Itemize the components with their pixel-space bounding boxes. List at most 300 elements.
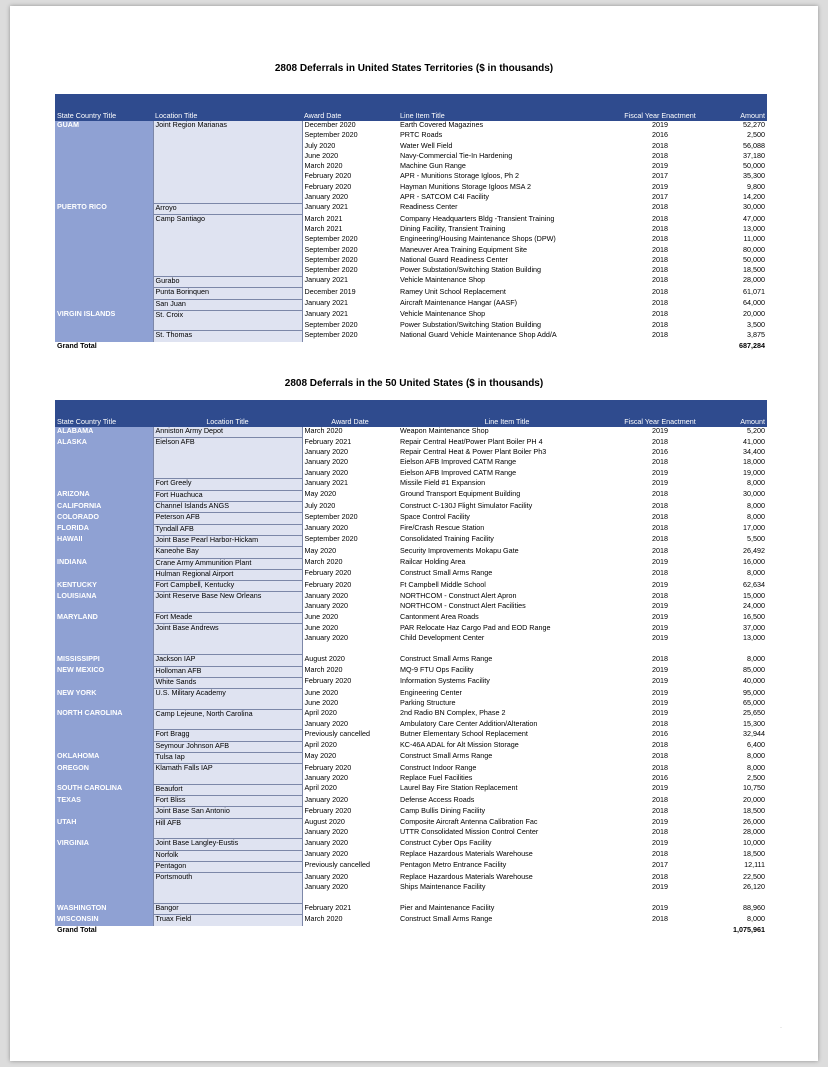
fiscal-year-cell: 2018 [652, 535, 668, 544]
line-item-cell: APR - SATCOM C4I Facility [400, 193, 489, 202]
table-row [55, 796, 767, 807]
fiscal-year-cell: 2017 [652, 861, 668, 870]
state-cell: LOUISIANA [55, 592, 153, 613]
table-row [55, 203, 767, 214]
line-item-cell: UTTR Consolidated Mission Control Center [400, 828, 539, 837]
table-row [55, 547, 767, 558]
award-date-cell: January 2020 [304, 838, 349, 847]
award-date-cell: January 2021 [304, 276, 349, 285]
table-row [55, 666, 767, 677]
line-item-cell: Butner Elementary School Replacement [400, 729, 528, 738]
location-cell: Tulsa Iap [153, 752, 302, 763]
line-item-cell: Power Substation/Switching Station Building [400, 266, 542, 275]
state-cell: COLORADO [55, 513, 153, 524]
table-row [55, 861, 767, 872]
award-date-cell: September 2020 [304, 535, 358, 544]
location-cell: Norfolk [153, 850, 302, 861]
fiscal-year-cell: 2018 [652, 151, 668, 160]
line-item-cell: Engineering/Housing Maintenance Shops (DPW) [400, 235, 556, 244]
fiscal-year-cell: 2019 [652, 903, 668, 912]
fiscal-year-cell: 2019 [652, 623, 668, 632]
award-date-cell: December 2019 [304, 287, 356, 296]
line-item-cell: Camp Bullis Dining Facility [400, 806, 486, 815]
fiscal-year-cell: 2018 [652, 524, 668, 533]
line-item-cell: Construct Cyber Ops Facility [400, 838, 492, 847]
award-date-cell: June 2020 [304, 698, 339, 707]
award-date-cell: January 2020 [304, 774, 349, 782]
location-cell: Tyndall AFB [153, 524, 302, 535]
fiscal-year-cell: 2018 [652, 330, 668, 339]
table-row [55, 592, 767, 602]
award-date-cell: January 2021 [304, 478, 349, 487]
award-date-cell: February 2020 [304, 580, 352, 589]
table-row [55, 513, 767, 524]
award-date-cell: Previously cancelled [304, 729, 371, 738]
line-item-cell: Power Substation/Switching Station Building [400, 320, 542, 329]
award-date-cell: January 2020 [304, 795, 349, 804]
location-cell: Fort Greely [153, 479, 302, 490]
line-item-cell: Machine Gun Range [400, 162, 466, 171]
award-date-cell: December 2020 [304, 121, 356, 129]
award-date-cell: September 2020 [304, 255, 358, 264]
amount-cell: 12,111 [744, 861, 765, 870]
table-row [55, 764, 767, 774]
table-row [55, 677, 767, 688]
table-row [55, 807, 767, 818]
line-item-cell: NORTHCOM - Construct Alert Facilities [400, 602, 526, 611]
amount-cell: 25,650 [743, 709, 765, 718]
state-cell: SOUTH CAROLINA [55, 784, 153, 795]
location-cell: Crane Army Ammunition Plant [153, 558, 302, 569]
line-item-cell: Replace Hazardous Materials Warehouse [400, 850, 533, 859]
location-cell: Fort Bliss [153, 796, 302, 807]
award-date-cell: January 2020 [304, 882, 349, 891]
state-cell: WISCONSIN [55, 915, 153, 926]
award-date-cell: September 2020 [304, 266, 358, 275]
header-state: State Country Title [55, 400, 153, 427]
line-item-cell: Construct Small Arms Range [400, 569, 493, 578]
fiscal-year-cell: 2017 [652, 172, 668, 181]
line-item-cell: PRTC Roads [400, 131, 443, 140]
amount-cell: 8,000 [747, 914, 765, 923]
line-item-cell: Construct C-130J Flight Simulator Facility [400, 501, 533, 510]
line-item-cell: Missile Field #1 Expansion [400, 478, 486, 487]
amount-cell: 34,400 [743, 448, 765, 457]
amount-cell: 18,500 [743, 806, 765, 815]
amount-cell: 11,000 [743, 235, 765, 244]
line-item-cell: Laurel Bay Fire Station Replacement [400, 784, 518, 793]
award-date-cell: February 2021 [304, 903, 352, 912]
location-cell: Peterson AFB [153, 513, 302, 524]
location-cell: U.S. Military Academy [153, 689, 302, 710]
award-date-cell: March 2020 [304, 914, 343, 923]
amount-cell: 16,000 [743, 558, 765, 567]
fiscal-year-cell: 2019 [652, 698, 668, 707]
fiscal-year-cell: 2019 [652, 427, 668, 435]
state-cell: OKLAHOMA [55, 752, 153, 763]
amount-cell: 18,500 [743, 850, 765, 859]
location-cell: Arroyo [153, 203, 302, 214]
state-cell: VIRGIN ISLANDS [55, 310, 153, 341]
amount-cell: 37,000 [743, 623, 765, 632]
award-date-cell: January 2020 [304, 448, 349, 457]
fiscal-year-cell: 2019 [652, 468, 668, 477]
fiscal-year-cell: 2018 [652, 203, 668, 212]
line-item-cell: Earth Covered Magazines [400, 121, 484, 129]
location-cell: Hulman Regional Airport [153, 569, 302, 580]
line-item-cell: Security Improvements Mokapu Gate [400, 546, 519, 555]
location-cell: Fort Bragg [153, 730, 302, 741]
line-item-cell: MQ-9 FTU Ops Facility [400, 666, 474, 675]
amount-cell: 88,960 [743, 903, 765, 912]
line-item-cell: Fire/Crash Rescue Station [400, 524, 485, 533]
line-item-cell: Parking Structure [400, 698, 456, 707]
table-row [55, 613, 767, 624]
fiscal-year-cell: 2018 [652, 763, 668, 772]
location-cell: Bangor [153, 904, 302, 915]
line-item-cell: Navy-Commercial Tie-In Hardening [400, 151, 513, 160]
grand-total-row [55, 342, 767, 352]
fiscal-year-cell: 2018 [652, 850, 668, 859]
fiscal-year-cell: 2017 [652, 193, 668, 202]
line-item-cell: Eielson AFB Improved CATM Range [400, 468, 517, 477]
header-award-date: Award Date [302, 94, 398, 121]
states-table [55, 400, 767, 936]
amount-cell: 62,634 [743, 580, 765, 589]
amount-cell: 95,000 [743, 688, 765, 697]
territories-header-row [55, 94, 767, 121]
fiscal-year-cell: 2018 [652, 214, 668, 223]
amount-cell: 15,000 [743, 591, 765, 600]
award-date-cell: Previously cancelled [304, 861, 371, 870]
state-cell: ALASKA [55, 438, 153, 490]
line-item-cell: Replace Fuel Facilities [400, 774, 473, 782]
amount-cell: 37,180 [743, 151, 765, 160]
fiscal-year-cell: 2018 [652, 255, 668, 264]
line-item-cell: Maneuver Area Training Equipment Site [400, 245, 528, 254]
line-item-cell: Hayman Munitions Storage Igloos MSA 2 [400, 182, 532, 191]
fiscal-year-cell: 2018 [652, 828, 668, 837]
award-date-cell [302, 644, 398, 654]
state-cell: INDIANA [55, 558, 153, 581]
award-date-cell: July 2020 [304, 501, 336, 510]
header-amount: Amount [704, 400, 767, 427]
amount-cell: 24,000 [743, 602, 765, 611]
location-cell: Fort Campbell, Kentucky [153, 581, 302, 592]
state-cell: PUERTO RICO [55, 203, 153, 310]
amount-cell: 26,492 [743, 546, 765, 555]
header-location: Location Title [153, 94, 302, 121]
amount-cell: 14,200 [743, 193, 765, 202]
location-cell: Holloman AFB [153, 666, 302, 677]
line-item-cell: Defense Access Roads [400, 795, 475, 804]
state-cell: TEXAS [55, 796, 153, 819]
amount-cell: 10,000 [743, 838, 765, 847]
fiscal-year-cell: 2019 [652, 784, 668, 793]
state-cell: NORTH CAROLINA [55, 709, 153, 752]
award-date-cell: April 2020 [304, 709, 337, 718]
fiscal-year-cell: 2019 [652, 677, 668, 686]
location-cell: Gurabo [153, 276, 302, 287]
amount-cell: 9,800 [747, 182, 765, 191]
table-row [55, 121, 767, 131]
state-cell: MARYLAND [55, 613, 153, 655]
amount-cell: 22,500 [743, 872, 765, 881]
amount-cell: 65,000 [743, 698, 765, 707]
line-item-cell: National Guard Readiness Center [400, 255, 508, 264]
amount-cell: 8,000 [747, 501, 765, 510]
location-cell: Punta Borinquen [153, 288, 302, 299]
location-cell: Pentagon [153, 861, 302, 872]
award-date-cell: July 2020 [304, 141, 336, 150]
line-item-cell [398, 893, 616, 903]
table-row [55, 839, 767, 850]
award-date-cell: June 2020 [304, 612, 339, 621]
state-cell: ALABAMA [55, 427, 153, 438]
table-row [55, 873, 767, 883]
award-date-cell: September 2020 [304, 330, 358, 339]
line-item-cell: APR - Munitions Storage Igloos, Ph 2 [400, 172, 520, 181]
award-date-cell: August 2020 [304, 654, 345, 663]
amount-cell: 26,000 [743, 818, 765, 827]
award-date-cell: January 2020 [304, 719, 349, 728]
location-cell: Beaufort [153, 784, 302, 795]
fiscal-year-cell: 2018 [652, 141, 668, 150]
award-date-cell: February 2020 [304, 172, 352, 181]
amount-cell [704, 644, 767, 654]
fiscal-year-cell: 2016 [652, 729, 668, 738]
table-row [55, 299, 767, 310]
award-date-cell: February 2020 [304, 677, 352, 686]
location-cell: St. Croix [153, 310, 302, 331]
award-date-cell: May 2020 [304, 752, 337, 761]
award-date-cell: February 2020 [304, 569, 352, 578]
award-date-cell: January 2020 [304, 850, 349, 859]
fiscal-year-cell [616, 644, 704, 654]
amount-cell: 8,000 [747, 763, 765, 772]
location-cell: Joint Base Pearl Harbor-Hickam [153, 535, 302, 546]
amount-cell: 47,000 [743, 214, 765, 223]
table-row [55, 438, 767, 448]
line-item-cell: Repair Central Heat & Power Plant Boiler Ph3 [400, 448, 547, 457]
award-date-cell: January 2020 [304, 524, 349, 533]
fiscal-year-cell [616, 893, 704, 903]
fiscal-year-cell: 2018 [652, 266, 668, 275]
amount-cell: 56,088 [743, 141, 765, 150]
table-row [55, 215, 767, 225]
table-row [55, 915, 767, 926]
line-item-cell: Aircraft Maintenance Hangar (AASF) [400, 299, 518, 308]
line-item-cell: Ambulatory Care Center Addition/Alteration [400, 719, 538, 728]
amount-cell: 61,071 [743, 287, 765, 296]
amount-cell: 50,000 [743, 255, 765, 264]
line-item-cell: National Guard Vehicle Maintenance Shop Add/A [400, 330, 557, 339]
award-date-cell: March 2020 [304, 558, 343, 567]
award-date-cell: February 2020 [304, 763, 352, 772]
header-state: State Country Title [55, 94, 153, 121]
award-date-cell: March 2021 [304, 214, 343, 223]
fiscal-year-cell: 2018 [652, 914, 668, 923]
table-row [55, 558, 767, 569]
table-row [55, 730, 767, 741]
location-cell: Jackson IAP [153, 655, 302, 666]
fiscal-year-cell: 2018 [652, 490, 668, 499]
location-cell: Camp Santiago [153, 215, 302, 277]
table-row [55, 427, 767, 438]
award-date-cell: February 2021 [304, 437, 352, 446]
state-cell: HAWAII [55, 535, 153, 558]
line-item-cell: Replace Hazardous Materials Warehouse [400, 872, 533, 881]
award-date-cell: April 2020 [304, 784, 337, 793]
fiscal-year-cell: 2018 [652, 245, 668, 254]
line-item-cell: Construct Indoor Range [400, 763, 477, 772]
amount-cell: 20,000 [743, 310, 765, 319]
fiscal-year-cell: 2018 [652, 437, 668, 446]
award-date-cell: March 2020 [304, 666, 343, 675]
line-item-cell: Ships Maintenance Facility [400, 882, 486, 891]
fiscal-year-cell: 2019 [652, 182, 668, 191]
location-cell: Klamath Falls IAP [153, 764, 302, 785]
fiscal-year-cell: 2019 [652, 882, 668, 891]
award-date-cell: January 2020 [304, 602, 349, 611]
line-item-cell: Dining Facility, Transient Training [400, 224, 506, 233]
state-cell: ARIZONA [55, 490, 153, 501]
amount-cell: 5,200 [747, 427, 765, 435]
fiscal-year-cell: 2019 [652, 838, 668, 847]
state-cell: MISSISSIPPI [55, 655, 153, 666]
award-date-cell: January 2021 [304, 299, 349, 308]
award-date-cell: January 2020 [304, 458, 349, 467]
fiscal-year-cell: 2019 [652, 688, 668, 697]
award-date-cell: June 2020 [304, 688, 339, 697]
table-row [55, 752, 767, 763]
state-cell: NEW YORK [55, 689, 153, 710]
amount-cell: 3,875 [747, 330, 765, 339]
state-cell: OREGON [55, 764, 153, 785]
amount-cell: 8,000 [747, 569, 765, 578]
table-row [55, 709, 767, 719]
amount-cell: 5,500 [747, 535, 765, 544]
table-row [55, 288, 767, 299]
states-title: 2808 Deferrals in the 50 United States ($ in thousands) [284, 378, 544, 389]
grand-total-label: Grand Total [55, 926, 704, 936]
line-item-cell: Construct Small Arms Range [400, 914, 493, 923]
amount-cell: 28,000 [743, 828, 765, 837]
line-item-cell: Weapon Maintenance Shop [400, 427, 489, 435]
amount-cell: 2,500 [747, 774, 765, 782]
amount-cell: 17,000 [743, 524, 765, 533]
amount-cell: 15,300 [743, 719, 765, 728]
amount-cell: 52,270 [743, 121, 765, 129]
award-date-cell: February 2020 [304, 182, 352, 191]
award-date-cell: September 2020 [304, 512, 358, 521]
award-date-cell: January 2020 [304, 872, 349, 881]
table-row [55, 490, 767, 501]
location-cell: White Sands [153, 677, 302, 688]
location-cell: Anniston Army Depot [153, 427, 302, 438]
amount-cell: 3,500 [747, 320, 765, 329]
amount-cell: 6,400 [747, 741, 765, 750]
location-cell: Hill AFB [153, 818, 302, 839]
location-cell: Channel Islands ANGS [153, 502, 302, 513]
grand-total-value: 1,075,961 [704, 926, 767, 936]
line-item-cell: Cantonment Area Roads [400, 612, 479, 621]
award-date-cell: January 2020 [304, 634, 349, 643]
award-date-cell: January 2020 [304, 591, 349, 600]
amount-cell: 20,000 [743, 795, 765, 804]
award-date-cell: September 2020 [304, 235, 358, 244]
award-date-cell: September 2020 [304, 320, 358, 329]
line-item-cell: Railcar Holding Area [400, 558, 466, 567]
amount-cell: 8,000 [747, 512, 765, 521]
award-date-cell: September 2020 [304, 245, 358, 254]
line-item-cell: Eielson AFB Improved CATM Range [400, 458, 517, 467]
location-cell: Joint Base Andrews [153, 624, 302, 655]
amount-cell: 8,000 [747, 752, 765, 761]
location-cell: San Juan [153, 299, 302, 310]
line-item-cell: NORTHCOM - Construct Alert Apron [400, 591, 517, 600]
header-location: Location Title [153, 400, 302, 427]
fiscal-year-cell: 2019 [652, 580, 668, 589]
line-item-cell: Consolidated Training Facility [400, 535, 494, 544]
location-cell: Seymour Johnson AFB [153, 741, 302, 752]
amount-cell: 30,000 [743, 490, 765, 499]
location-cell: Kaneohe Bay [153, 547, 302, 558]
territories-table [55, 94, 767, 352]
state-cell: GUAM [55, 121, 153, 203]
line-item-cell: 2nd Radio BN Complex, Phase 2 [400, 709, 506, 718]
amount-cell: 32,944 [743, 729, 765, 738]
table-row [55, 310, 767, 320]
table-row [55, 581, 767, 592]
line-item-cell: Construct Small Arms Range [400, 654, 493, 663]
amount-cell: 41,000 [743, 437, 765, 446]
line-item-cell: PAR Relocate Haz Cargo Pad and EOD Range [400, 623, 551, 632]
amount-cell: 26,120 [743, 882, 765, 891]
state-cell: KENTUCKY [55, 581, 153, 592]
line-item-cell: Vehicle Maintenance Shop [400, 310, 486, 319]
line-item-cell: Ft Campbell Middle School [400, 580, 486, 589]
state-cell: WASHINGTON [55, 904, 153, 915]
line-item-cell: Construct Small Arms Range [400, 752, 493, 761]
grand-total-row [55, 926, 767, 936]
fiscal-year-cell: 2018 [652, 501, 668, 510]
fiscal-year-cell: 2018 [652, 546, 668, 555]
award-date-cell: June 2020 [304, 623, 339, 632]
table-row [55, 689, 767, 699]
fiscal-year-cell: 2018 [652, 299, 668, 308]
line-item-cell: Engineering Center [400, 688, 462, 697]
fiscal-year-cell: 2018 [652, 591, 668, 600]
award-date-cell: May 2020 [304, 546, 337, 555]
header-line-item: Line Item Title [398, 400, 616, 427]
header-line-item: Line Item Title [398, 94, 616, 121]
states-header-row [55, 400, 767, 427]
location-cell: Eielson AFB [153, 438, 302, 479]
location-cell: Fort Huachuca [153, 490, 302, 501]
fiscal-year-cell: 2019 [652, 634, 668, 643]
fiscal-year-cell: 2018 [652, 795, 668, 804]
fiscal-year-cell: 2018 [652, 224, 668, 233]
fiscal-year-cell: 2019 [652, 818, 668, 827]
amount-cell: 18,000 [743, 458, 765, 467]
state-cell: VIRGINIA [55, 839, 153, 904]
territories-title: 2808 Deferrals in United States Territories ($ in thousands) [274, 63, 554, 74]
fiscal-year-cell: 2018 [652, 719, 668, 728]
line-item-cell: Ground Transport Equipment Building [400, 490, 521, 499]
table-row [55, 569, 767, 580]
fiscal-year-cell: 2018 [652, 654, 668, 663]
